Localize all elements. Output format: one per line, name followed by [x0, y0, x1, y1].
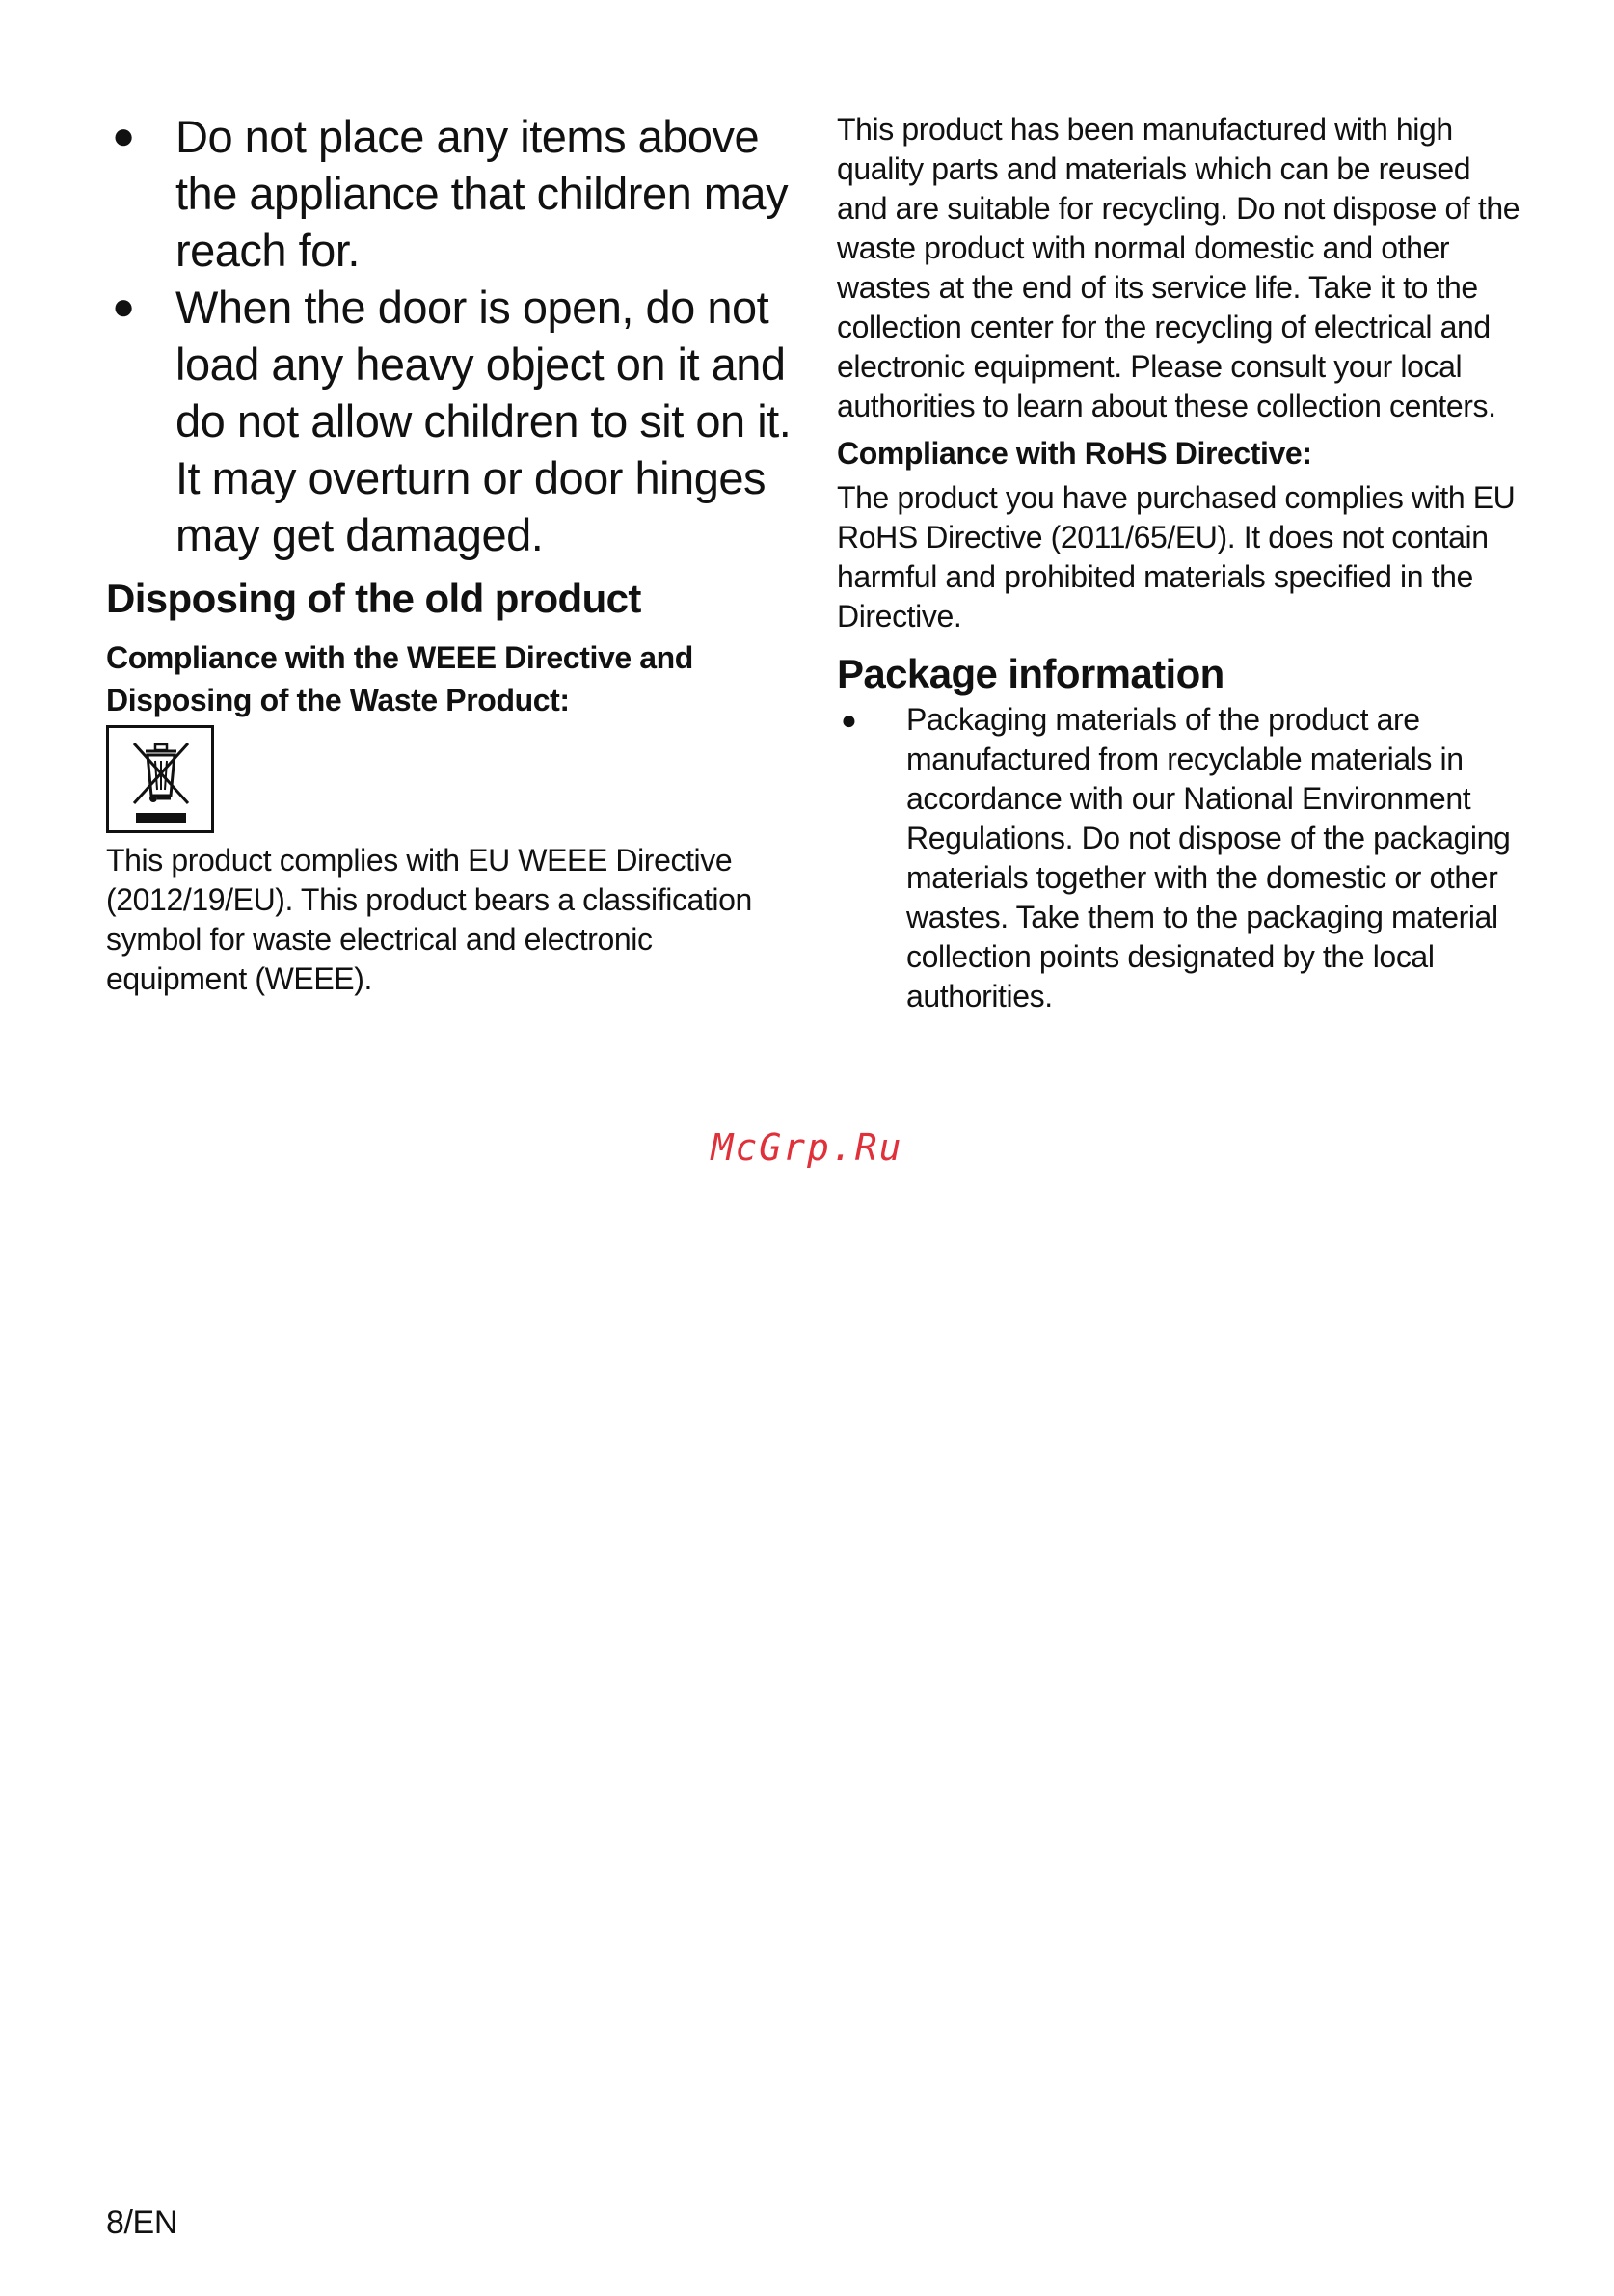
package-heading: Package information	[837, 651, 1224, 696]
list-item-text: Do not place any items above the appliance that children may reach for.	[175, 111, 789, 276]
page-number: 8/EN	[106, 2204, 177, 2241]
list-item	[106, 108, 800, 279]
bullet-icon: ●	[112, 115, 135, 157]
bullet-icon: ●	[112, 285, 135, 328]
bullet-icon: ●	[841, 705, 857, 735]
list-item	[106, 279, 800, 563]
rohs-paragraph: The product you have purchased complies with EU RoHS Directive (2011/65/EU). It does not contain harmful and prohibited materials specified in the Directive.	[837, 480, 1516, 634]
package-bullet-list	[837, 700, 1521, 1016]
crossed-out-wheelie-bin-icon	[117, 734, 205, 826]
right-column	[837, 110, 1521, 1016]
list-item	[837, 700, 1521, 1016]
list-item-text: Packaging materials of the product are manufactured from recyclable materials in accordance with our National Environment Regulations. Do not dispose of the packaging materials together with the domestic or other wastes. Take them to the packaging material collection points designated by the local authorities.	[906, 702, 1511, 1013]
weee-symbol-box	[106, 725, 214, 833]
recycling-paragraph: This product has been manufactured with high quality parts and materials which can be reused and are suitable for recycling. Do not dispose of the waste product with normal domestic and other wastes at the end of its service life. Take it to the collection center for the recycling of electrical and electronic equipment. Please consult your local authorities to learn about these collection centers.	[837, 112, 1520, 423]
safety-bullet-list	[106, 108, 800, 563]
rohs-heading: Compliance with RoHS Directive:	[837, 436, 1312, 471]
weee-paragraph: This product complies with EU WEEE Directive (2012/19/EU). This product bears a classification symbol for waste electrical and electronic equipment (WEEE).	[106, 843, 752, 996]
disposing-heading: Disposing of the old product	[106, 576, 641, 621]
list-item-text: When the door is open, do not load any heavy object on it and do not allow children to sit on it. It may overturn or door hinges may get damaged.	[175, 282, 792, 560]
watermark: McGrp.Ru	[711, 1126, 903, 1169]
left-column	[106, 108, 800, 999]
weee-heading: Compliance with the WEEE Directive and Disposing of the Waste Product:	[106, 640, 693, 717]
